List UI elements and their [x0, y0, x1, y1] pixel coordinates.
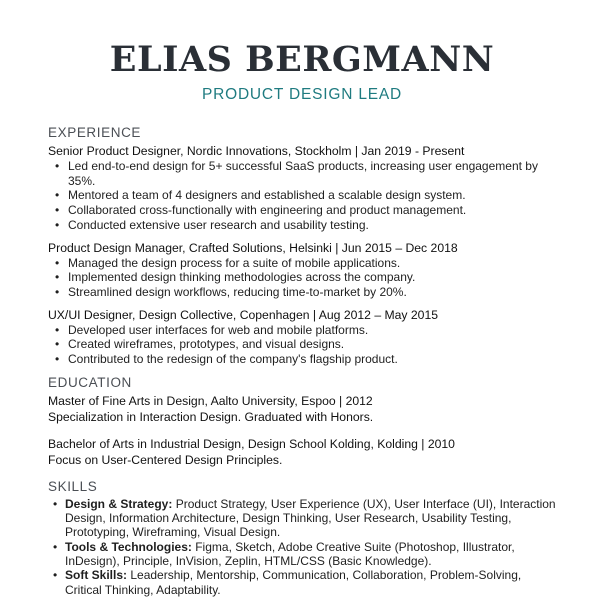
skills-heading: SKILLS: [48, 478, 98, 494]
experience-heading: EXPERIENCE: [48, 125, 142, 140]
job-bullets: [48, 159, 556, 233]
education-header: Bachelor of Arts in Industrial Design, Design School Kolding, Kolding | 2010: [48, 436, 455, 451]
skill-item: [65, 497, 556, 540]
job-bullet: • Streamlined design workflows, reducing time-to-market by 20%.: [68, 285, 556, 300]
education-detail: Specialization in Interaction Design. Graduated with Honors.: [48, 409, 374, 424]
skill-label: Design & Strategy:: [65, 496, 173, 511]
job-bullet: • Managed the design process for a suite of mobile applications.: [68, 256, 556, 271]
job-bullet: • Developed user interfaces for web and mobile platforms.: [68, 323, 556, 338]
job-header: Product Design Manager, Crafted Solutions, Helsinki | Jun 2015 – Dec 2018: [48, 240, 458, 255]
skill-label: Soft Skills:: [65, 568, 128, 583]
job-bullets: [48, 323, 556, 367]
skill-label: Tools & Technologies:: [65, 539, 192, 554]
candidate-title: PRODUCT DESIGN LEAD: [201, 86, 403, 103]
job-bullet: • Conducted extensive user research and usability testing.: [68, 218, 556, 233]
job-bullet: • Created wireframes, prototypes, and visual designs.: [68, 337, 556, 352]
job-bullet: • Led end-to-end design for 5+ successful SaaS products, increasing user engagement by 35%.: [68, 159, 556, 188]
job-bullet: • Contributed to the redesign of the company's flagship product.: [68, 352, 556, 367]
skill-text: Figma, Sketch, Adobe Creative Suite (Photoshop, Illustrator, InDesign), Principle, InVision, Zeplin, HTML/CSS (Basic Knowledge).: [65, 539, 515, 568]
job-bullet: • Implemented design thinking methodologies across the company.: [68, 270, 556, 285]
education-entry: [48, 436, 556, 468]
education-detail: Focus on User-Centered Design Principles.: [48, 452, 283, 467]
job-entry: [48, 240, 556, 300]
job-bullet: • Mentored a team of 4 designers and established a scalable design system.: [68, 188, 556, 203]
skill-item: [65, 568, 556, 597]
job-entry: [48, 143, 556, 233]
job-header: UX/UI Designer, Design Collective, Copenhagen | Aug 2012 – May 2015: [48, 307, 439, 322]
skill-text: Leadership, Mentorship, Communication, Collaboration, Problem-Solving, Critical Thinking, Adaptability.: [65, 568, 522, 597]
job-entry: [48, 307, 556, 367]
education-heading: EDUCATION: [48, 374, 132, 390]
job-bullet: • Collaborated cross-functionally with engineering and product management.: [68, 203, 556, 218]
job-header: Senior Product Designer, Nordic Innovations, Stockholm | Jan 2019 - Present: [48, 144, 465, 158]
skill-text: Product Strategy, User Experience (UX), User Interface (UI), Interaction Design, Information Architecture, Design Thinking, User Research, Usability Testing, Prototyping, Wireframing, Visual Design.: [65, 496, 556, 540]
skill-item: [65, 540, 556, 569]
job-bullets: [48, 256, 556, 300]
candidate-name: ELIAS BERGMANN: [109, 39, 495, 80]
education-entry: [48, 393, 556, 425]
education-header: Master of Fine Arts in Design, Aalto University, Espoo | 2012: [48, 393, 373, 408]
skills-list: [48, 497, 556, 597]
